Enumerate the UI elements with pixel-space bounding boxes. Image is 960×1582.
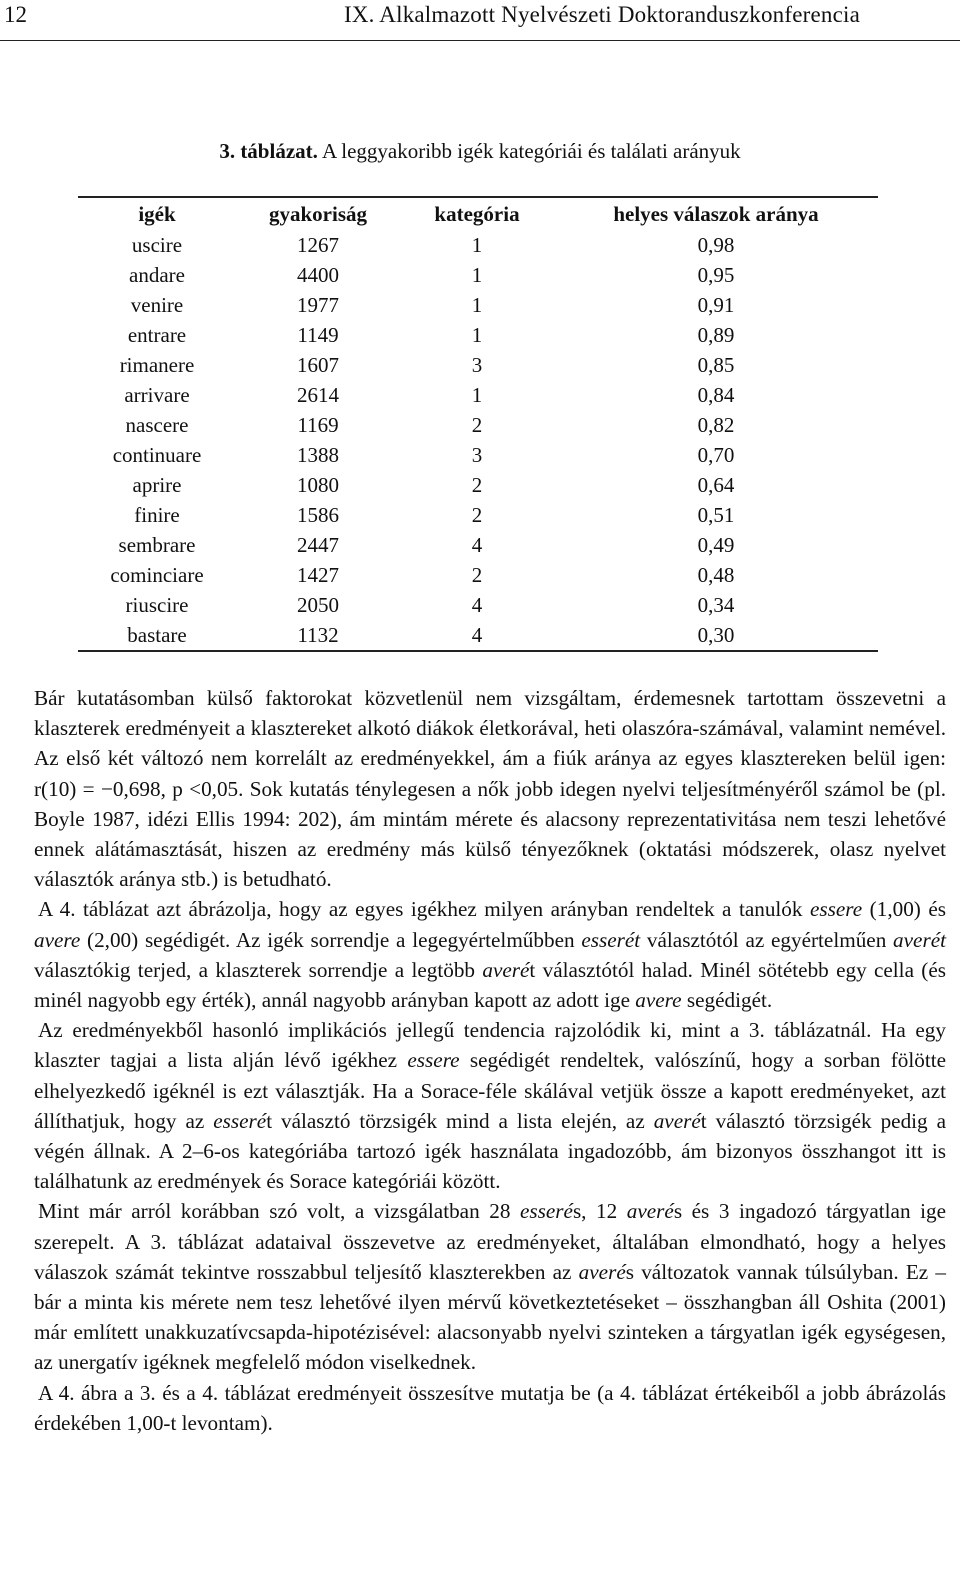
cell-frequency: 4400 <box>297 262 339 287</box>
cell-ratio: 0,95 <box>697 262 735 287</box>
cell-category: 4 <box>471 532 483 557</box>
cell-ratio: 0,98 <box>697 232 735 257</box>
table-header-row <box>78 198 878 230</box>
cell-frequency: 1586 <box>297 502 339 527</box>
table-row <box>78 620 878 650</box>
table-caption-text: A leggyakoribb igék kategóriái és találati arányuk <box>321 139 741 163</box>
cell-ratio: 0,30 <box>697 622 735 647</box>
cell-frequency: 2614 <box>297 382 339 407</box>
text-run: Mint már arról korábban szó volt, a vizsgálatban 28 <box>38 1199 520 1224</box>
body-paragraph <box>34 894 946 1015</box>
page-header <box>0 0 960 41</box>
cell-verb: finire <box>134 502 180 527</box>
table-row <box>78 230 878 260</box>
cell-ratio: 0,49 <box>697 532 735 557</box>
table-row <box>78 320 878 350</box>
text-run: Az eredményekből hasonló implikációs jellegű tendencia rajzolódik ki, mint a 3. táblázatnál. Ha egy klaszter tagjai a lista alján lévő igékhez <box>34 1018 946 1073</box>
italic-term: averé <box>626 1199 674 1224</box>
cell-frequency: 2050 <box>297 592 339 617</box>
cell-category: 1 <box>471 232 483 257</box>
text-run: segédigét. <box>681 988 773 1013</box>
italic-term: averé <box>653 1108 701 1133</box>
italic-term: averé <box>482 957 530 982</box>
text-run: (1,00) és <box>862 897 946 922</box>
cell-verb: venire <box>130 292 184 317</box>
verb-table <box>78 198 878 650</box>
text-run: (2,00) segédigét. Az igék sorrendje a legegyértelműbben <box>80 927 582 952</box>
column-header-frequency: gyakoriság <box>268 201 367 226</box>
cell-category: 2 <box>471 502 483 527</box>
cell-verb: riuscire <box>125 592 189 617</box>
table-row <box>78 530 878 560</box>
page-number: 12 <box>4 2 27 27</box>
cell-verb: continuare <box>112 442 202 467</box>
text-run: s változatok vannak túlsúlyban. Ez – bár a minta kis mérete nem tesz lehetővé ilyen mérvű következtetéseket – összhangban áll Oshita (2001) már említett unakkuzatívcsapda-hipotézisével: alacsonyabb nyelvi szinteken a tárgyatlan igék egységesen, az unergatív igéknek megfelelő módon viselkednek. <box>34 1259 946 1375</box>
cell-frequency: 1607 <box>297 352 339 377</box>
cell-verb: sembrare <box>118 532 196 557</box>
cell-ratio: 0,85 <box>697 352 735 377</box>
cell-frequency: 2447 <box>297 532 339 557</box>
cell-category: 3 <box>471 442 483 467</box>
cell-category: 1 <box>471 322 483 347</box>
text-run: A 4. táblázat azt ábrázolja, hogy az egyes igékhez milyen arányban rendeltek a tanulók <box>38 897 810 922</box>
cell-ratio: 0,64 <box>697 472 735 497</box>
cell-verb: andare <box>129 262 185 287</box>
italic-term: esseré <box>213 1108 267 1133</box>
text-run: t választó törzsigék mind a lista elején, az <box>266 1108 654 1133</box>
italic-term: avere <box>635 988 682 1013</box>
cell-frequency: 1388 <box>297 442 339 467</box>
table-row <box>78 290 878 320</box>
italic-term: essere <box>407 1048 460 1073</box>
text-run: választókig terjed, a klaszterek sorrendje a legtöbb <box>34 957 483 982</box>
text-run: Bár kutatásomban külső faktorokat közvetlenül nem vizsgáltam, érdemesnek tartottam összevetni a klaszterek eredményeit a klasztereket alkotó diákok életkorával, heti olaszóra-számával, valamint nemével. Az első két változó nem korrelált az eredményekkel, ám a fiúk aránya az egyes klasztereken belül igen: r(10) = −0,698, p <0,05. Sok kutatás ténylegesen a nők jobb idegen nyelvi teljesítményéről számol be (pl. Boyle 1987, idézi Ellis 1994: 202), ám mintám mérete és alacsony reprezentativitása nem teszi lehetővé ennek alátámasztását, hiszen az eredmény más külső tényezőknek (oktatási módszerek, olasz nyelvet választók aránya stb.) is betudható. <box>34 686 946 892</box>
cell-category: 4 <box>471 622 483 647</box>
table-caption <box>0 139 960 164</box>
body-paragraph <box>34 1196 946 1377</box>
table-row <box>78 500 878 530</box>
column-header-category: kategória <box>434 201 520 226</box>
table-row <box>78 560 878 590</box>
italic-term: esseré <box>519 1199 573 1224</box>
text-run: s, 12 <box>572 1199 627 1224</box>
cell-frequency: 1977 <box>297 292 339 317</box>
table-row <box>78 260 878 290</box>
cell-category: 3 <box>471 352 483 377</box>
frequency-table <box>78 196 878 652</box>
table-row <box>78 380 878 410</box>
italic-term: averé <box>578 1259 626 1284</box>
cell-frequency: 1149 <box>297 322 339 347</box>
italic-term: avere <box>34 927 81 952</box>
cell-frequency: 1267 <box>297 232 339 257</box>
cell-ratio: 0,34 <box>697 592 735 617</box>
cell-verb: uscire <box>131 232 183 257</box>
table-row <box>78 590 878 620</box>
text-run: választótól az egyértelműen <box>640 927 894 952</box>
cell-category: 4 <box>471 592 483 617</box>
table-bottom-rule <box>78 650 878 652</box>
body-paragraph <box>34 1015 946 1196</box>
table-caption-label: 3. táblázat. <box>219 139 318 163</box>
italic-term: essere <box>810 897 863 922</box>
cell-ratio: 0,82 <box>697 412 735 437</box>
cell-ratio: 0,84 <box>697 382 735 407</box>
italic-term: averét <box>893 927 946 952</box>
cell-frequency: 1132 <box>297 622 339 647</box>
cell-ratio: 0,48 <box>697 562 735 587</box>
text-run: segédigét rendeltek, valószínű, hogy a sorban fölötte elhelyezkedő igéknél is ezt választják. Ha a Sorace-féle skálával vetjük össze a kapott eredményeket, azt állíthatjuk, hogy az <box>34 1048 946 1133</box>
cell-ratio: 0,70 <box>697 442 735 467</box>
table-body <box>78 230 878 650</box>
italic-term: esserét <box>581 927 641 952</box>
table-row <box>78 410 878 440</box>
column-header-correct-ratio: helyes válaszok aránya <box>613 201 819 226</box>
cell-verb: rimanere <box>119 352 195 377</box>
cell-category: 2 <box>471 562 483 587</box>
text-run: s és 3 ingadozó tárgyatlan ige szerepelt. A 3. táblázat adataival összevetve az eredményeket, általában elmondható, hogy a helyes válaszok számát tekintve rosszabbul teljesítő klaszterekben az <box>34 1199 946 1284</box>
cell-verb: bastare <box>127 622 187 647</box>
table-row <box>78 440 878 470</box>
cell-frequency: 1169 <box>297 412 339 437</box>
body-text <box>34 683 946 1438</box>
table-row <box>78 350 878 380</box>
cell-frequency: 1427 <box>297 562 339 587</box>
running-title: IX. Alkalmazott Nyelvészeti Doktoranduszkonferencia <box>344 2 861 27</box>
body-paragraph <box>34 683 946 894</box>
cell-category: 2 <box>471 472 483 497</box>
cell-category: 1 <box>471 382 483 407</box>
text-run: t választó törzsigék pedig a végén állnak. A 2–6-os kategóriába tartozó igék használata ingadozóbb, ám bizonyos összhangot itt is találhatunk az eredmények és Sorace kategóriái között. <box>34 1108 947 1194</box>
cell-frequency: 1080 <box>297 472 339 497</box>
cell-category: 2 <box>471 412 483 437</box>
cell-category: 1 <box>471 262 483 287</box>
body-paragraph <box>34 1378 946 1438</box>
cell-ratio: 0,91 <box>697 292 735 317</box>
cell-verb: cominciare <box>110 562 204 587</box>
cell-verb: entrare <box>127 322 187 347</box>
text-run: t választótól halad. Minél sötétebb egy cella (és minél nagyobb egy érték), annál nagyobb arányban kapott az adott ige <box>34 957 946 1013</box>
column-header-verbs: igék <box>138 201 176 226</box>
cell-category: 1 <box>471 292 483 317</box>
cell-verb: arrivare <box>124 382 190 407</box>
cell-verb: nascere <box>125 412 189 437</box>
cell-ratio: 0,51 <box>697 502 735 527</box>
table-row <box>78 470 878 500</box>
cell-verb: aprire <box>132 472 182 497</box>
text-run: A 4. ábra a 3. és a 4. táblázat eredményeit összesítve mutatja be (a 4. táblázat értékeiből a jobb ábrázolás érdekében 1,00-t levontam). <box>34 1380 946 1435</box>
cell-ratio: 0,89 <box>697 322 735 347</box>
